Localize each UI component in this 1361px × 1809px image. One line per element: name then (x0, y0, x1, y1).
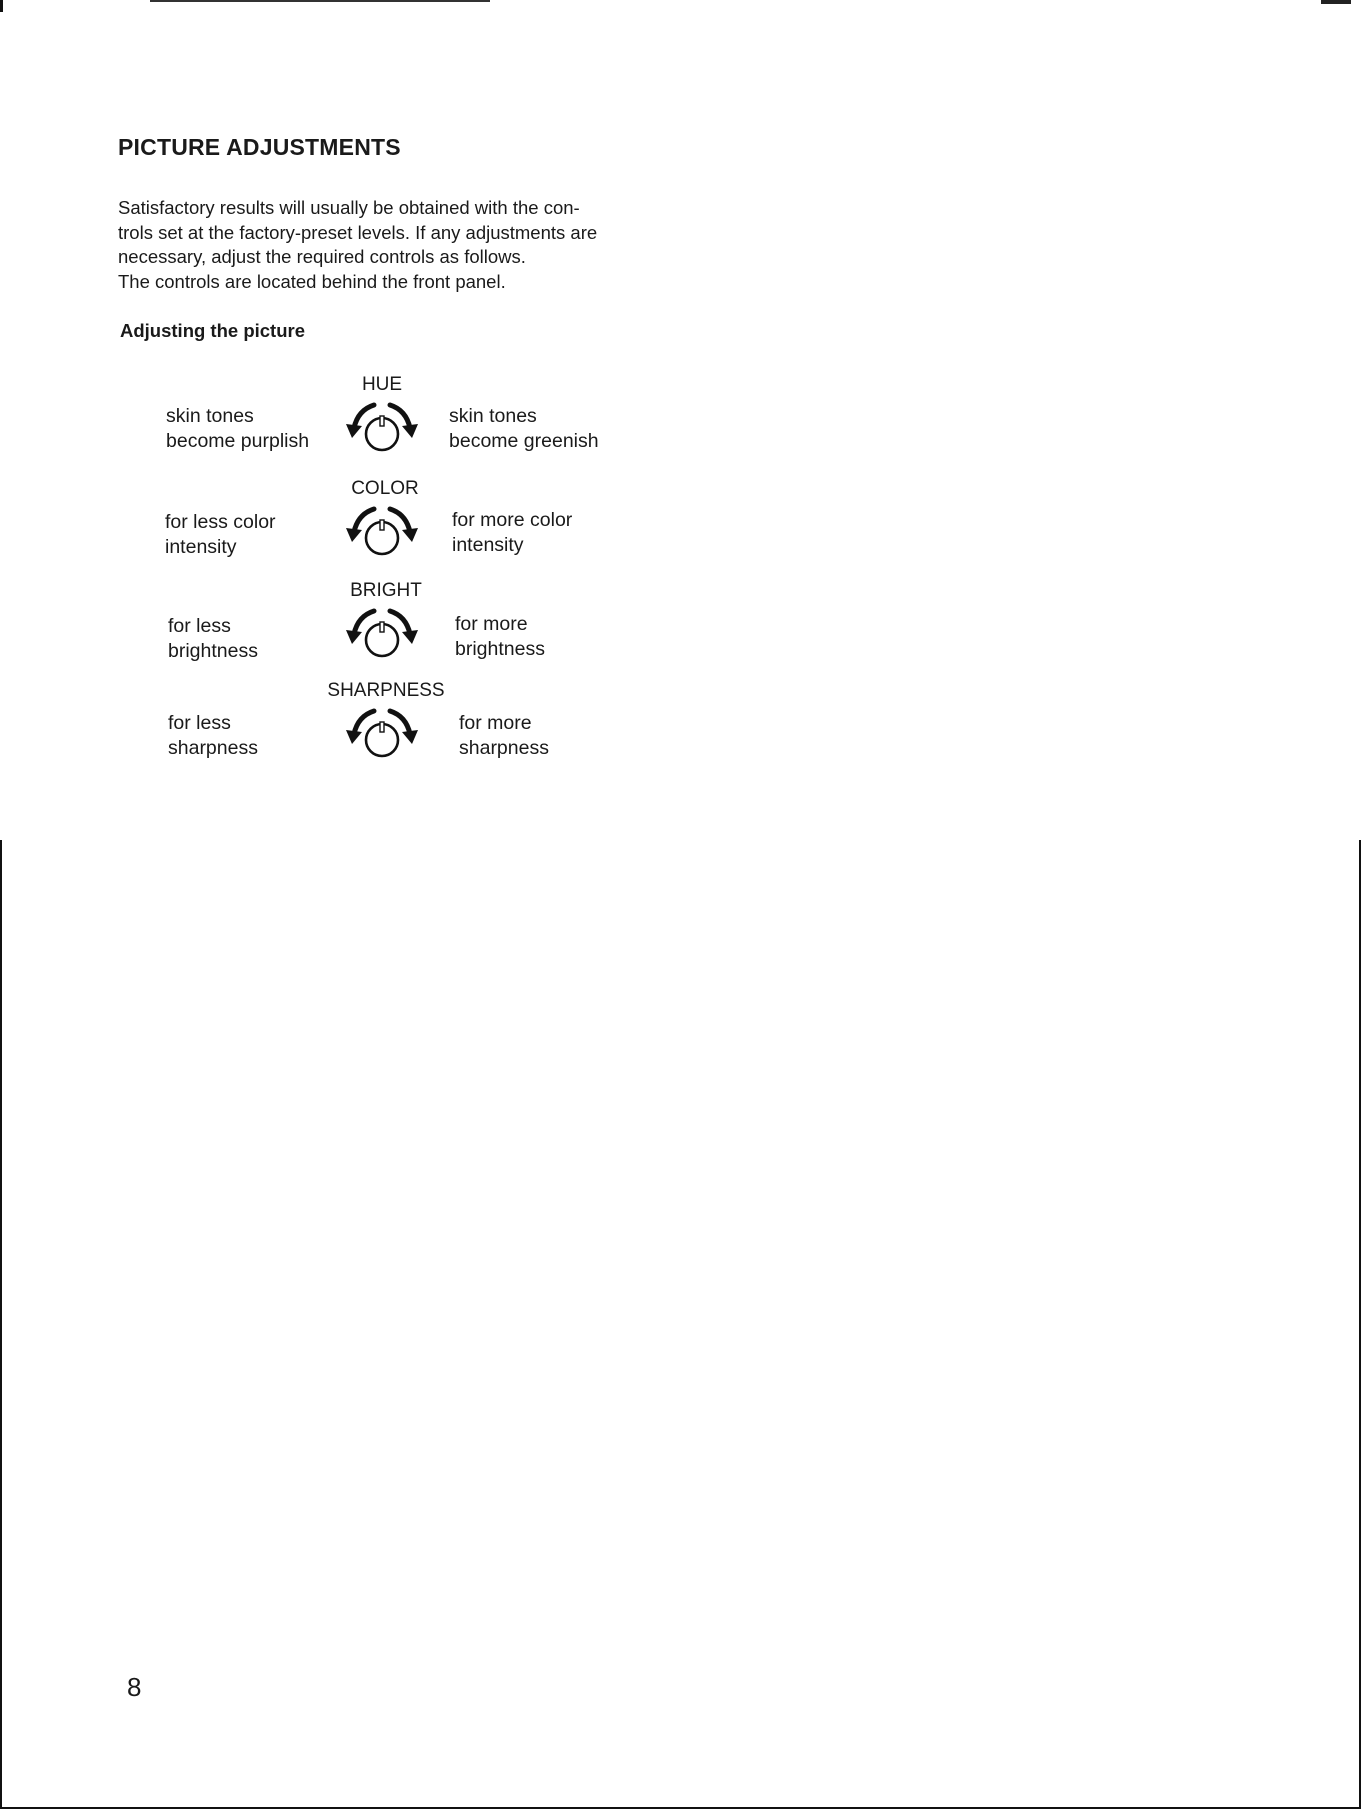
control-label: HUE (361, 374, 403, 395)
scan-artifact-corner-mark (1321, 0, 1351, 4)
right-text-line: for more (455, 613, 528, 635)
scan-edge-left (0, 840, 2, 1809)
control-label: SHARPNESS (327, 680, 445, 701)
scan-artifact-top-line (150, 0, 490, 2)
right-text-line: for more (459, 712, 532, 734)
right-text-line: skin tones (449, 405, 537, 427)
control-right-description (455, 612, 545, 661)
left-text-line: sharpness (168, 736, 258, 759)
right-text-line: intensity (452, 533, 524, 556)
intro-line: trols set at the factory-preset levels. If any adjustments are (118, 221, 598, 243)
right-text-line: become greenish (449, 429, 599, 452)
rotary-knob-icon (344, 502, 420, 558)
control-left-description (165, 510, 276, 559)
left-text-line: skin tones (166, 405, 254, 427)
right-text-line: brightness (455, 637, 545, 660)
left-text-line: intensity (165, 535, 237, 558)
control-left-description (166, 404, 309, 453)
right-text-line: for more color (452, 509, 573, 531)
intro-paragraph (118, 196, 678, 294)
control-right-description (452, 508, 572, 557)
left-text-line: brightness (168, 639, 258, 662)
left-text-line: become purplish (166, 429, 310, 452)
control-left-description (168, 711, 258, 760)
control-label: BRIGHT (350, 580, 422, 601)
section-subheading: Adjusting the picture (120, 320, 305, 341)
control-left-description (168, 614, 258, 663)
rotary-knob-icon (344, 604, 420, 660)
left-text-line: for less (168, 615, 231, 637)
intro-line: The controls are located behind the front panel. (118, 270, 506, 292)
control-label: COLOR (351, 478, 419, 499)
intro-line: necessary, adjust the required controls as follows. (118, 246, 526, 267)
scan-edge-left-top (0, 0, 3, 12)
page-number: 8 (127, 1672, 142, 1702)
control-right-description (459, 711, 549, 760)
left-text-line: for less (168, 712, 231, 734)
rotary-knob-icon (344, 704, 420, 760)
page-title: PICTURE ADJUSTMENTS (118, 134, 401, 160)
intro-line: Satisfactory results will usually be obtained with the con- (118, 197, 580, 218)
left-text-line: for less color (165, 511, 276, 533)
control-right-description (449, 404, 599, 453)
rotary-knob-icon (344, 398, 420, 454)
right-text-line: sharpness (459, 736, 549, 759)
